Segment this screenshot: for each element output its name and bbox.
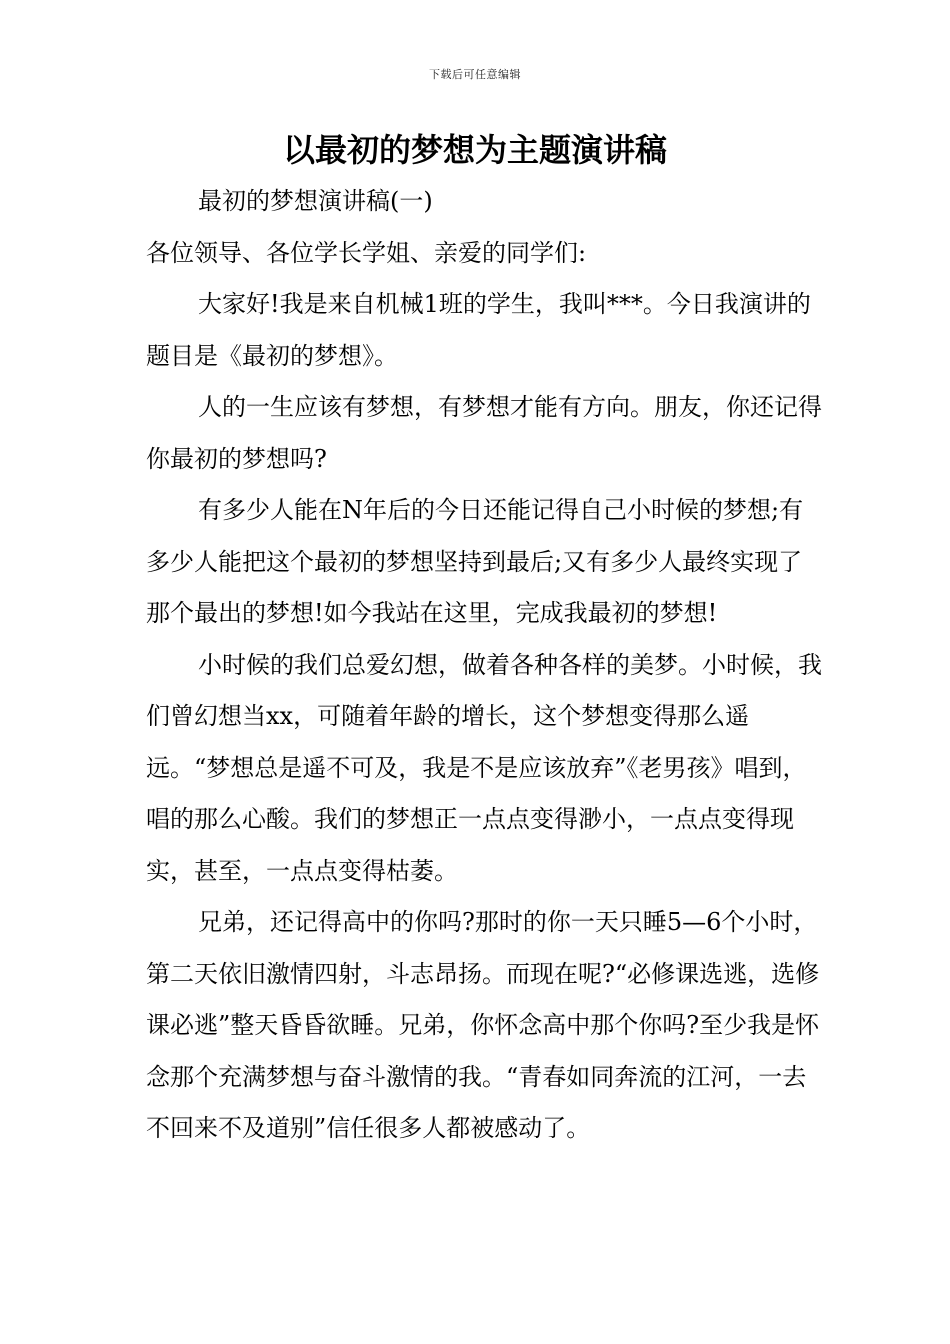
document-body: [146, 176, 826, 1155]
document-title: 以最初的梦想为主题演讲稿: [282, 131, 667, 169]
paragraph-3: 有多少人能在N年后的今日还能记得自己小时候的梦想;有多少人能把这个最初的梦想坚持到最后;又有多少人最终实现了那个最出的梦想!如今我站在这里，完成我最初的梦想!: [146, 496, 804, 627]
document-subtitle: 最初的梦想演讲稿(一): [198, 187, 433, 215]
paragraph-2: 人的一生应该有梦想，有梦想才能有方向。朋友，你还记得你最初的梦想吗?: [146, 393, 822, 473]
paragraph-4: 小时候的我们总爱幻想，做着各种各样的美梦。小时候，我们曾幻想当xx，可随着年龄的增长，这个梦想变得那么遥远。“梦想总是遥不可及，我是不是应该放弃”《老男孩》唱到，唱的那么心酸。我们的梦想正一点点变得渺小，一点点变得现实，甚至，一点点变得枯萎。: [146, 650, 822, 885]
salutation: 各位领导、各位学长学姐、亲爱的同学们:: [146, 238, 587, 267]
paragraph-5: 兄弟，还记得高中的你吗?那时的你一天只睡5—6个小时，第二天依旧激情四射，斗志昂扬。而现在呢?“必修课选逃，选修课必逃”整天昏昏欲睡。兄弟，你怀念高中那个你吗?至少我是怀念那个充满梦想与奋斗激情的我。“青春如同奔流的江河，一去不回来不及道别”信任很多人都被感动了。: [146, 908, 820, 1142]
paragraph-1: 大家好!我是来自机械1班的学生，我叫***。今日我演讲的题目是《最初的梦想》。: [146, 290, 811, 370]
header-note: 下载后可任意编辑: [429, 68, 521, 81]
